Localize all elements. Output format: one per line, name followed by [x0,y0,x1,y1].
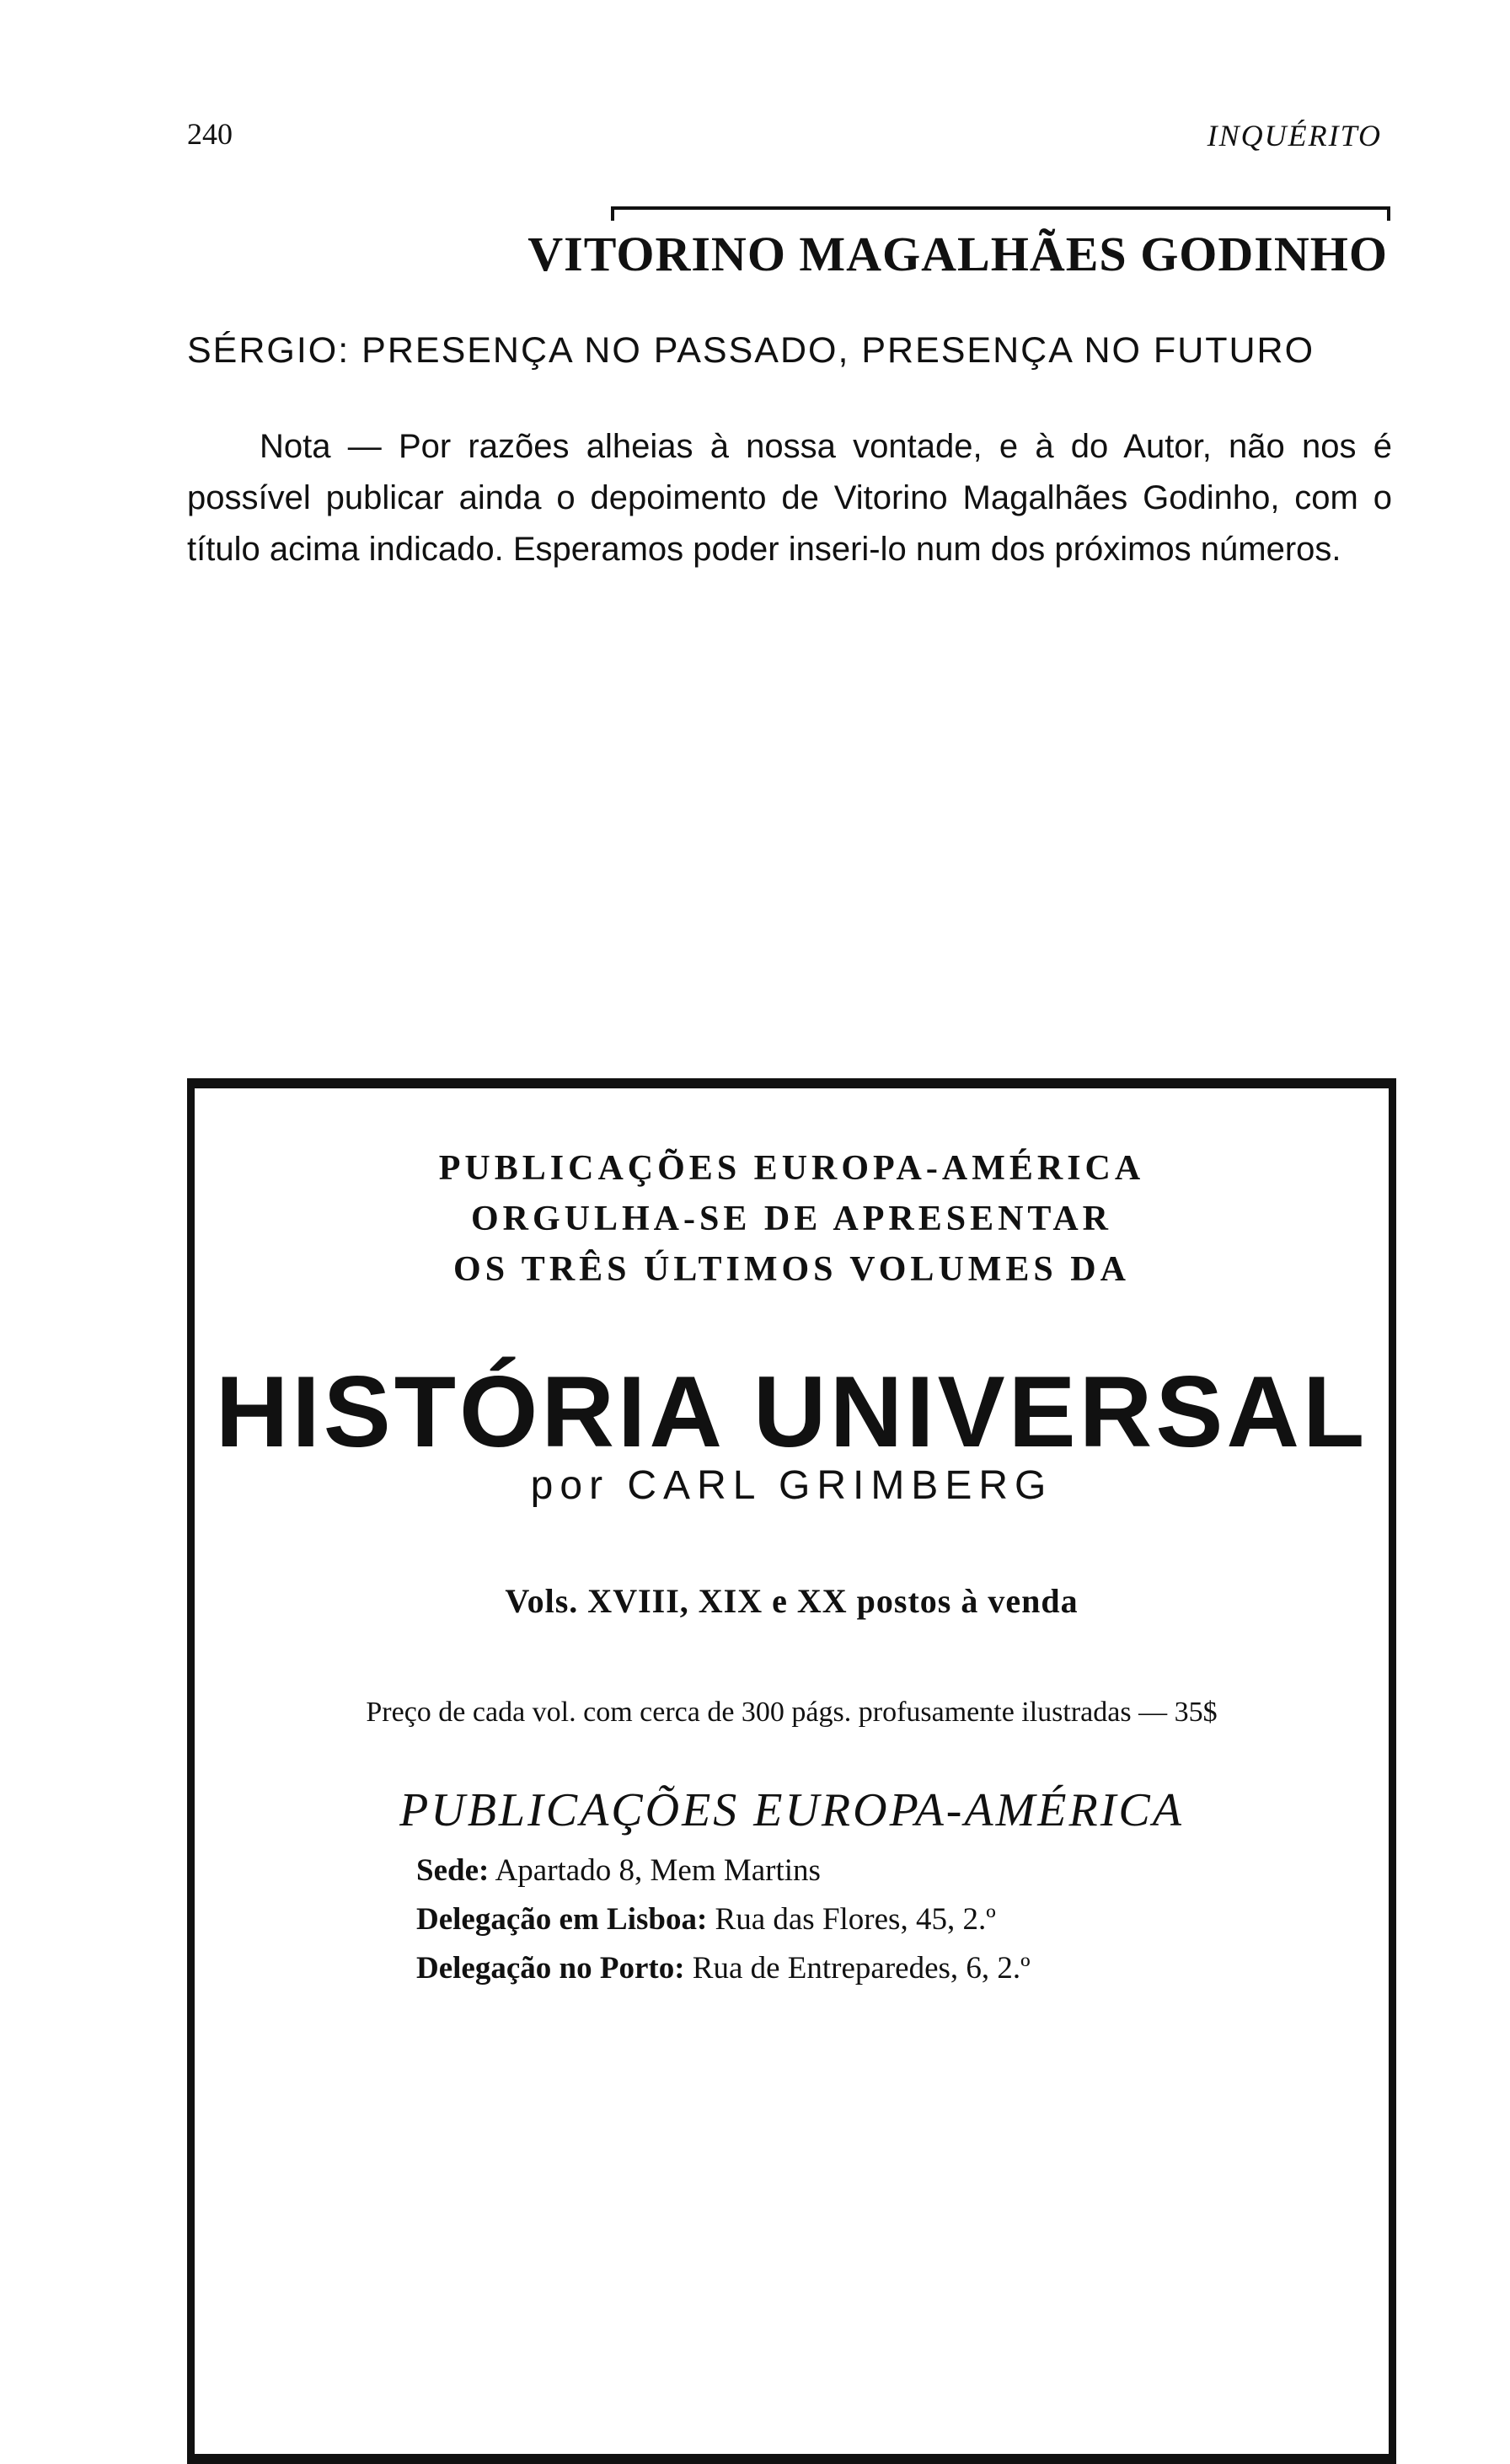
address-value: Rua de Entreparedes, 6, 2.º [692,1951,1031,1986]
address-label: Sede: [416,1853,490,1888]
address-value: Apartado 8, Mem Martins [495,1853,821,1888]
article-title: SÉRGIO: PRESENÇA NO PASSADO, PRESENÇA NO FUTURO [187,330,1315,371]
advertisement-box [187,1078,1396,2464]
ad-publisher: PUBLICAÇÕES EUROPA-AMÉRICA [399,1784,1184,1836]
ad-volumes: Vols. XVIII, XIX e XX postos à venda [505,1582,1079,1620]
address-label: Delegação no Porto: [416,1951,685,1986]
ad-byline: por CARL GRIMBERG [530,1463,1053,1508]
ad-addresses [416,1847,1031,1993]
page-number: 240 [187,117,233,151]
editorial-note [187,421,1392,575]
address-value: Rua das Flores, 45, 2.º [715,1902,996,1937]
article-author: VITORINO MAGALHÃES GODINHO [527,227,1388,281]
ad-price: Preço de cada vol. com cerca de 300 págs. profusamente ilustradas — 35$ [366,1697,1218,1728]
ad-intro-line: ORGULHA-SE DE APRESENTAR [471,1200,1112,1238]
address-label: Delegação em Lisboa: [416,1902,708,1937]
address-line [416,1895,1031,1944]
address-line [416,1847,1031,1895]
address-line [416,1944,1031,1993]
ad-intro-line: OS TRÊS ÚLTIMOS VOLUMES DA [453,1250,1130,1289]
ad-headline: HISTÓRIA UNIVERSAL [215,1355,1368,1468]
ad-intro [195,1143,1389,1295]
author-rule [611,206,1390,210]
running-title: INQUÉRITO [1207,119,1382,152]
ad-intro-line: PUBLICAÇÕES EUROPA-AMÉRICA [438,1149,1145,1188]
editorial-note-text: Nota — Por razões alheias à nossa vontade, e à do Autor, não nos é possível publicar ainda o depoimento de Vitorino Magalhães Godinho, com o título acima indicado. Esperamos poder inseri-lo num dos próximos números. [187,428,1392,568]
